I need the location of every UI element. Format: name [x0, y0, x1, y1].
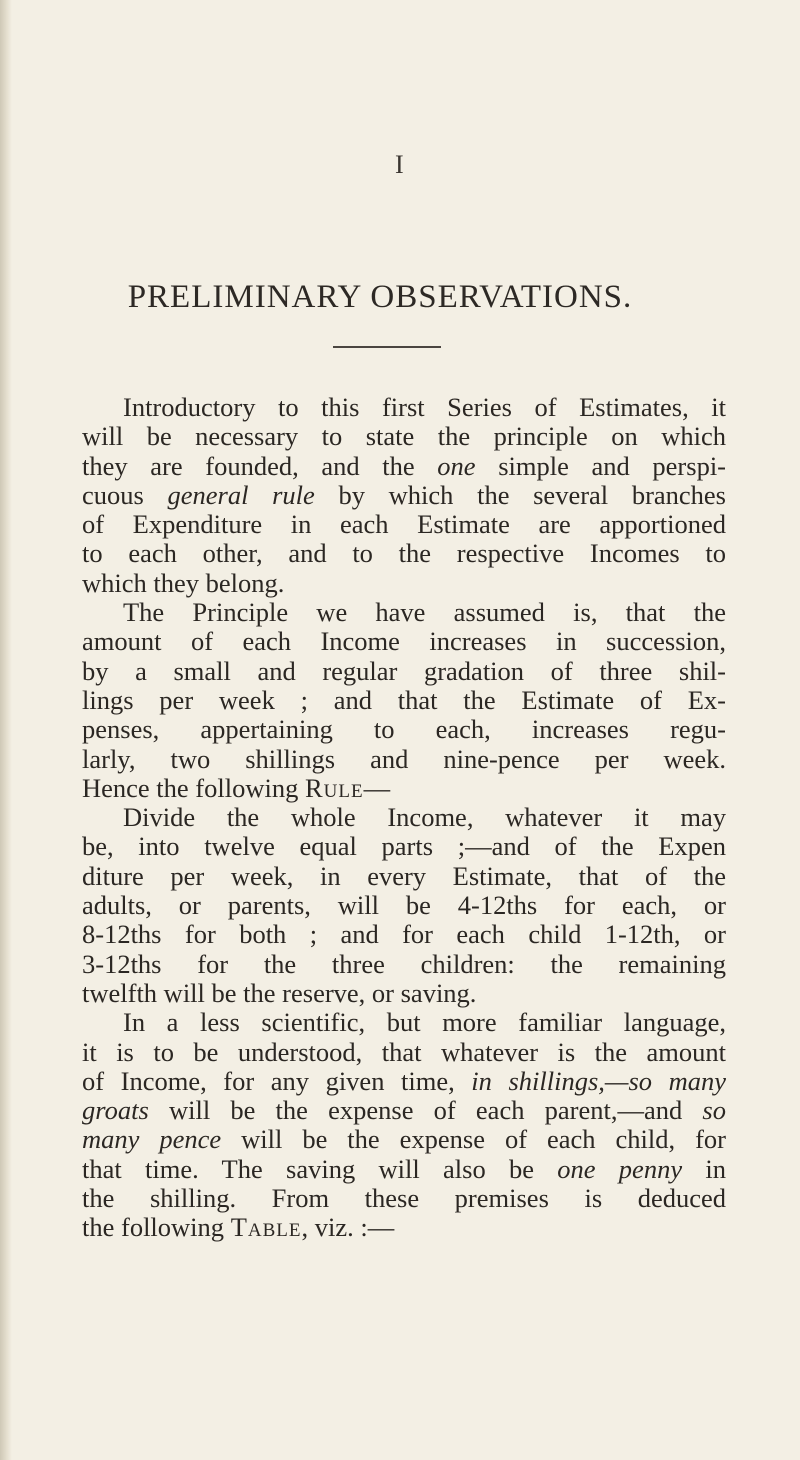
italic-text: groats: [82, 1095, 149, 1126]
text-run: by which the several branches: [314, 479, 726, 510]
text-line: [82, 1096, 726, 1125]
italic-text: in shillings,—so many: [471, 1065, 727, 1096]
text-run: the following: [82, 1212, 231, 1243]
text-run: will be the expense of each child, for: [221, 1124, 726, 1155]
text-line: [82, 832, 726, 861]
text-run: twelfth will be the reserve, or saving.: [82, 977, 477, 1008]
italic-text: one penny: [557, 1153, 683, 1184]
text-line: [82, 1213, 726, 1242]
text-line: [82, 422, 726, 451]
title-divider: [333, 346, 441, 348]
page-folio: I: [395, 150, 404, 179]
text-line: [82, 1155, 726, 1184]
italic-text: so: [702, 1095, 726, 1126]
text-run: , viz. :—: [301, 1212, 395, 1243]
text-line: [82, 920, 726, 949]
text-run: which they belong.: [82, 567, 285, 598]
text-run: penses, appertaining to each, increases regu-: [82, 714, 726, 745]
text-run: it is to be understood, that whatever is the amount: [82, 1036, 726, 1067]
text-run: In a less scientific, but more familiar language,: [123, 1007, 726, 1038]
text-line: [82, 774, 726, 803]
text-line: [82, 657, 726, 686]
text-line: [82, 1184, 726, 1213]
text-line: [82, 891, 726, 920]
text-line: [82, 950, 726, 979]
text-run: lings per week ; and that the Estimate of Ex-: [82, 684, 726, 715]
text-run: that time. The saving will also be: [82, 1153, 558, 1184]
text-line: [82, 1038, 726, 1067]
text-run: cuous: [82, 479, 168, 510]
text-run: adults, or parents, will be 4-12ths for each, or: [82, 890, 726, 921]
text-run: simple and perspi-: [475, 450, 727, 481]
text-run: they are founded, and the: [82, 450, 438, 481]
text-line: [82, 393, 726, 422]
text-line: [82, 979, 726, 1008]
text-run: The Principle we have assumed is, that the: [123, 597, 726, 628]
italic-text: general rule: [167, 479, 315, 510]
body-text: [82, 393, 726, 1243]
text-run: the shilling. From these premises is deduced: [82, 1183, 726, 1214]
text-run: Hence the following: [82, 772, 305, 803]
italic-text: one: [437, 450, 476, 481]
text-line: [82, 1067, 726, 1096]
text-run: will be the expense of each parent,—and: [148, 1095, 703, 1126]
text-run: in: [682, 1153, 726, 1184]
text-line: [82, 1008, 726, 1037]
text-line: [82, 627, 726, 656]
text-run: will be necessary to state the principle on which: [82, 421, 726, 452]
text-run: by a small and regular gradation of three shil-: [82, 655, 726, 686]
text-run: amount of each Income increases in succession,: [82, 626, 726, 657]
text-run: of Expenditure in each Estimate are apportioned: [82, 509, 726, 540]
small-caps-text: Table: [230, 1212, 302, 1243]
text-line: [82, 569, 726, 598]
chapter-title: PRELIMINARY OBSERVATIONS.: [127, 279, 633, 315]
text-run: diture per week, in every Estimate, that of the: [82, 860, 726, 891]
text-run: be, into twelve equal parts ;—and of the Expen: [82, 831, 726, 862]
text-run: Introductory to this first Series of Estimates, it: [123, 392, 726, 422]
text-run: of Income, for any given time,: [82, 1065, 472, 1096]
page-binding-edge: [0, 0, 12, 1460]
text-line: [82, 598, 726, 627]
text-line: [82, 452, 726, 481]
text-line: [82, 686, 726, 715]
text-run: Divide the whole Income, whatever it may: [123, 802, 726, 833]
text-run: 3-12ths for the three children: the remaining: [82, 948, 726, 979]
text-line: [82, 481, 726, 510]
text-line: [82, 745, 726, 774]
text-run: 8-12ths for both ; and for each child 1-12th, or: [82, 919, 726, 950]
text-line: [82, 510, 726, 539]
text-run: to each other, and to the respective Incomes to: [82, 538, 726, 569]
small-caps-text: Rule: [304, 772, 364, 803]
text-run: —: [363, 772, 391, 803]
text-line: [82, 539, 726, 568]
italic-text: many pence: [82, 1124, 222, 1155]
text-line: [82, 862, 726, 891]
text-line: [82, 715, 726, 744]
text-line: [82, 803, 726, 832]
text-line: [82, 1125, 726, 1154]
text-run: larly, two shillings and nine-pence per week.: [82, 743, 726, 774]
